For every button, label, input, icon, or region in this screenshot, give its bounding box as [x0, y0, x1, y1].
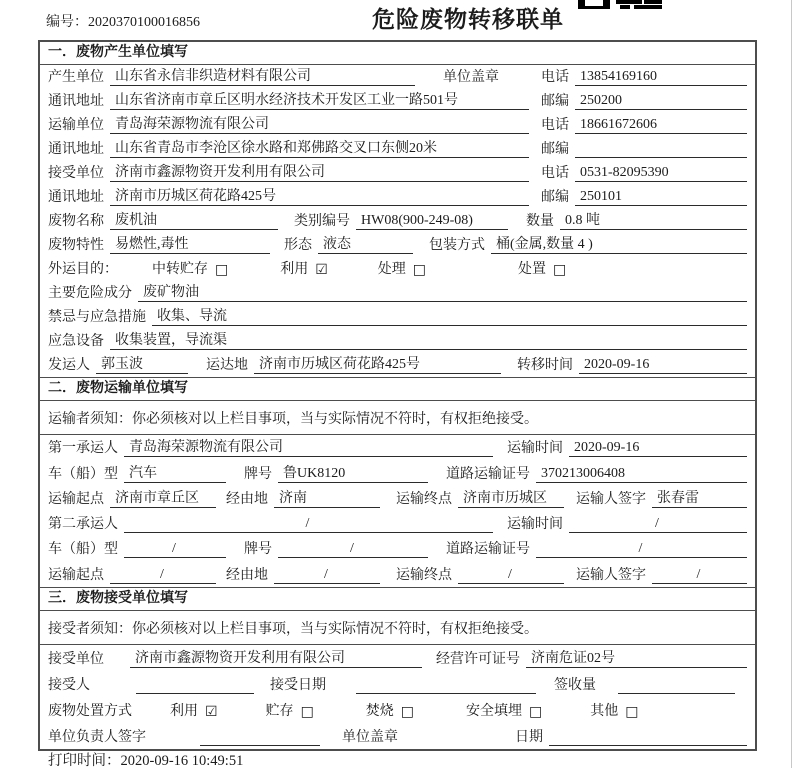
waste-traits-label: 废物特性 — [48, 238, 104, 253]
waste-quantity-value: 0.8 吨 — [560, 213, 747, 230]
disposal-incineration-label: 焚烧 — [365, 703, 394, 719]
hazard-component-value: 废矿物油 — [138, 285, 747, 302]
row-route2 — [40, 561, 755, 586]
disposal-option-utilize — [170, 704, 218, 720]
transport-address-value: 山东省青岛市李沧区徐水路和郑佛路交叉口东侧20米 — [110, 141, 529, 158]
disposal-other-label: 其他 — [590, 703, 619, 719]
producer-phone-value: 13854169160 — [575, 69, 747, 86]
producer-unit-label: 产生单位 — [48, 70, 104, 85]
transport-phone-value: 18661672606 — [575, 117, 747, 134]
purpose-option-utilize — [280, 262, 328, 278]
receive-phone-label: 电话 — [541, 166, 569, 181]
route-start2-label: 运输起点 — [48, 567, 104, 583]
route-via2-value: / — [274, 567, 380, 584]
row-transport-unit — [40, 113, 755, 137]
purpose-option-transit-storage — [152, 262, 228, 278]
disposal-option-incineration — [366, 704, 414, 720]
row-emergency-equipment — [40, 329, 755, 353]
waste-category-label: 类别编号 — [294, 214, 350, 229]
sign-date-label: 日期 — [515, 729, 543, 745]
checkbox-transit-storage-icon: □ — [215, 262, 229, 278]
print-time-label: 打印时间： — [48, 753, 121, 769]
treatment-label: 处理 — [377, 262, 406, 277]
row-receive-unit — [40, 161, 755, 185]
row-accept-unit — [40, 645, 755, 671]
license-label: 经营许可证号 — [436, 651, 520, 667]
route-start1-label: 运输起点 — [48, 491, 104, 507]
transport-time1-value: 2020-09-16 — [569, 440, 747, 457]
route-start2-value: / — [110, 567, 216, 584]
transport-phone-label: 电话 — [541, 118, 569, 133]
dispatcher-value: 郭玉波 — [96, 357, 188, 374]
checkbox-disposal-storage-icon: □ — [300, 703, 314, 720]
section2-notice: 运输者须知：你必须核对以上栏目事项，当与实际情况不符时，有权拒绝接受。 — [40, 401, 755, 435]
license-value: 济南危证02号 — [526, 651, 747, 668]
disposal-utilize-label: 利用 — [170, 703, 198, 719]
row-waste-traits — [40, 233, 755, 257]
utilize-label: 利用 — [280, 262, 309, 277]
checkbox-landfill-icon: □ — [529, 703, 543, 720]
receive-zip-value: 250101 — [575, 189, 747, 206]
section3-notice: 接受者须知：你必须核对以上栏目事项，当与实际情况不符时，有权拒绝接受。 — [40, 611, 755, 645]
route-end1-label: 运输终点 — [396, 491, 452, 507]
row-route1 — [40, 486, 755, 511]
plate1-value: 鲁UK8120 — [278, 466, 428, 483]
checkbox-incineration-icon: □ — [400, 703, 415, 720]
route-start1-value: 济南市章丘区 — [110, 491, 216, 508]
emergency-equipment-value: 收集装置，导流渠 — [110, 333, 747, 350]
section3-title: 三．废物接受单位填写 — [40, 587, 755, 611]
route-end2-value: / — [458, 567, 564, 584]
print-timestamp — [48, 749, 243, 770]
packaging-value: 桶(金属,数量 4 ) — [491, 237, 747, 254]
first-carrier-value: 青岛海荣源物流有限公司 — [124, 440, 493, 457]
plate1-label: 牌号 — [244, 466, 272, 482]
purpose-option-disposal — [518, 262, 566, 278]
hazard-component-label: 主要危险成分 — [48, 286, 132, 301]
disposal-storage-label: 贮存 — [265, 703, 294, 719]
serial-value: 2020370100016856 — [88, 15, 200, 30]
carrier-sign1-label: 运输人签字 — [576, 491, 646, 507]
emergency-measures-label: 禁忌与应急措施 — [48, 310, 146, 325]
unit-seal2-label: 单位盖章 — [342, 729, 398, 745]
transport-zip-label: 邮编 — [541, 142, 569, 157]
disposal-option-storage — [266, 704, 314, 720]
vehicle-type1-value: 汽车 — [124, 466, 226, 483]
carrier-sign1-value: 张春雷 — [652, 491, 747, 508]
transport-unit-label: 运输单位 — [48, 118, 104, 133]
sign-date-value — [549, 745, 747, 746]
producer-phone-label: 电话 — [541, 70, 569, 85]
transport-time2-value: / — [569, 516, 747, 533]
road-cert2-label: 道路运输证号 — [446, 542, 530, 558]
transport-unit-value: 青岛海荣源物流有限公司 — [110, 117, 529, 134]
acceptor-value — [136, 693, 254, 694]
row-outbound-purpose — [40, 257, 755, 281]
transport-address-label: 通讯地址 — [48, 142, 104, 157]
row-responsible-sign — [40, 723, 755, 749]
destination-value: 济南市历城区荷花路425号 — [254, 357, 501, 374]
disposal-option-other — [590, 704, 638, 720]
section1-body — [40, 65, 755, 377]
row-emergency-measures — [40, 305, 755, 329]
checkbox-other-icon: □ — [625, 703, 639, 720]
page-title: 危险废物转移联单 — [372, 7, 564, 32]
carrier-sign2-label: 运输人签字 — [576, 567, 646, 583]
row-transport-address — [40, 137, 755, 161]
dispatcher-label: 发运人 — [48, 358, 90, 373]
producer-unit-value: 山东省永信非织造材料有限公司 — [110, 69, 415, 86]
responsible-sign-value — [200, 745, 320, 746]
transfer-time-label: 转移时间 — [517, 358, 573, 373]
waste-form-value: 液态 — [318, 237, 413, 254]
outbound-purpose-label: 外运目的： — [48, 262, 118, 277]
checkbox-treatment-icon: □ — [412, 262, 427, 278]
waste-name-label: 废物名称 — [48, 214, 104, 229]
receive-unit-label: 接受单位 — [48, 166, 104, 181]
second-carrier-label: 第二承运人 — [48, 517, 118, 533]
section3-body — [40, 645, 755, 749]
acceptor-label: 接受人 — [48, 677, 90, 693]
row-producer-address — [40, 89, 755, 113]
checkbox-disposal-utilize-icon: ☑ — [205, 703, 218, 720]
row-waste-name — [40, 209, 755, 233]
plate2-label: 牌号 — [244, 542, 272, 558]
checkbox-disposal-icon: □ — [553, 262, 567, 278]
route-via1-label: 经由地 — [226, 491, 268, 507]
transport-zip-value — [575, 157, 747, 158]
row-receive-address — [40, 185, 755, 209]
section2-title: 二．废物运输单位填写 — [40, 377, 755, 401]
transit-storage-label: 中转贮存 — [152, 262, 208, 277]
second-carrier-value: / — [124, 516, 493, 533]
disposal-method-label: 废物处置方式 — [48, 703, 132, 719]
row-acceptor — [40, 671, 755, 697]
transport-time2-label: 运输时间 — [507, 517, 563, 533]
row-vehicle2 — [40, 536, 755, 561]
row-producer-unit — [40, 65, 755, 89]
section1-title: 一．废物产生单位填写 — [40, 42, 755, 65]
vehicle-type2-value: / — [124, 541, 226, 558]
received-qty-value — [618, 693, 735, 694]
manifest-form — [38, 40, 757, 751]
receive-zip-label: 邮编 — [541, 190, 569, 205]
receive-address-value: 济南市历城区荷花路425号 — [110, 189, 529, 206]
row-vehicle1 — [40, 460, 755, 485]
plate2-value: / — [278, 541, 428, 558]
waste-category-value: HW08(900-249-08) — [356, 213, 508, 230]
serial-number — [46, 11, 200, 31]
purpose-option-treatment — [378, 262, 426, 278]
accept-date-value — [356, 693, 536, 694]
disposal-option-landfill — [466, 704, 542, 720]
serial-label: 编号： — [46, 15, 88, 30]
row-hazard-component — [40, 281, 755, 305]
producer-address-label: 通讯地址 — [48, 94, 104, 109]
producer-zip-value: 250200 — [575, 93, 747, 110]
receive-phone-value: 0531-82095390 — [575, 165, 747, 182]
road-cert1-label: 道路运输证号 — [446, 466, 530, 482]
section2-body — [40, 435, 755, 587]
row-first-carrier — [40, 435, 755, 460]
qr-code-fragment — [578, 0, 662, 9]
road-cert2-value: / — [536, 541, 747, 558]
vehicle-type1-label: 车（船）型 — [48, 466, 118, 482]
first-carrier-label: 第一承运人 — [48, 441, 118, 457]
route-via2-label: 经由地 — [226, 567, 268, 583]
emergency-equipment-label: 应急设备 — [48, 334, 104, 349]
waste-name-value: 废机油 — [110, 213, 278, 230]
route-end2-label: 运输终点 — [396, 567, 452, 583]
received-qty-label: 签收量 — [554, 677, 596, 693]
waste-form-label: 形态 — [284, 238, 312, 253]
producer-zip-label: 邮编 — [541, 94, 569, 109]
checkbox-utilize-icon: ☑ — [315, 262, 328, 278]
receive-unit-value: 济南市鑫源物资开发利用有限公司 — [110, 165, 529, 182]
route-end1-value: 济南市历城区 — [458, 491, 564, 508]
responsible-sign-label: 单位负责人签字 — [48, 729, 146, 745]
accept-unit-label: 接受单位 — [48, 651, 104, 667]
transport-time1-label: 运输时间 — [507, 441, 563, 457]
road-cert1-value: 370213006408 — [536, 466, 747, 483]
page-right-edge — [791, 0, 792, 768]
row-disposal-method — [40, 697, 755, 723]
row-dispatcher — [40, 353, 755, 377]
destination-label: 运达地 — [206, 358, 248, 373]
disposal-label: 处置 — [518, 262, 547, 277]
carrier-sign2-value: / — [652, 567, 747, 584]
row-second-carrier — [40, 511, 755, 536]
secure-landfill-label: 安全填埋 — [466, 703, 523, 719]
receive-address-label: 通讯地址 — [48, 190, 104, 205]
waste-traits-value: 易燃性,毒性 — [110, 237, 270, 254]
emergency-measures-value: 收集、导流 — [152, 309, 747, 326]
packaging-label: 包装方式 — [429, 238, 485, 253]
unit-seal-label: 单位盖章 — [443, 70, 499, 85]
transfer-time-value: 2020-09-16 — [579, 357, 747, 374]
vehicle-type2-label: 车（船）型 — [48, 542, 118, 558]
waste-quantity-label: 数量 — [526, 214, 554, 229]
producer-address-value: 山东省济南市章丘区明水经济技术开发区工业一路501号 — [110, 93, 529, 110]
accept-date-label: 接受日期 — [270, 677, 326, 693]
route-via1-value: 济南 — [274, 491, 380, 508]
accept-unit-value: 济南市鑫源物资开发利用有限公司 — [130, 651, 422, 668]
print-time-value: 2020-09-16 10:49:51 — [120, 753, 244, 769]
